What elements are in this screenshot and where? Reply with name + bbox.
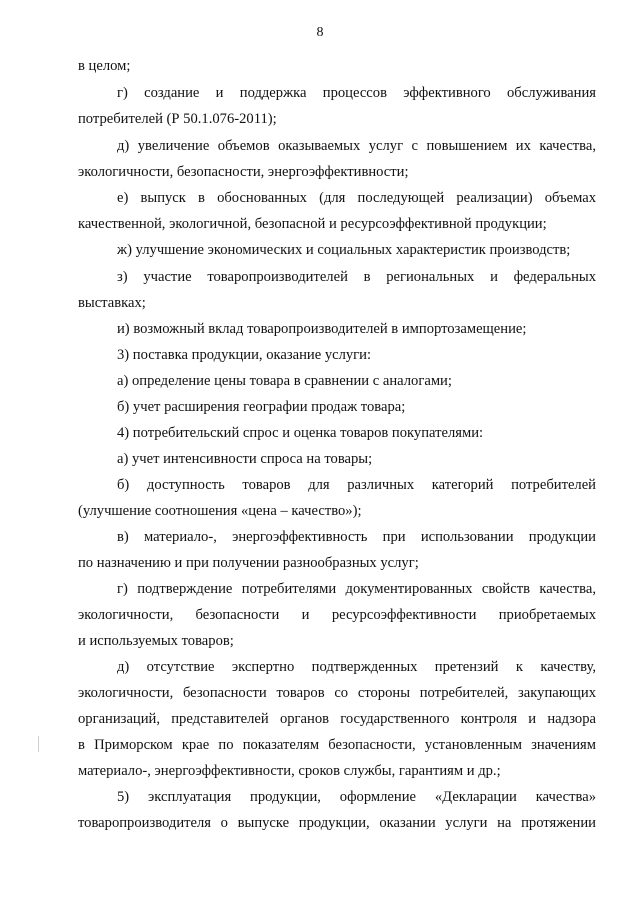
text-line: д) увеличение объемов оказываемых услуг с повышением их качества, bbox=[117, 138, 596, 154]
text-line: г) подтверждение потребителями документированных свойств качества, bbox=[117, 581, 596, 597]
text-line: материало-, энергоэффективности, сроков службы, гарантиям и др.; bbox=[78, 763, 501, 779]
text-line: б) доступность товаров для различных категорий потребителей bbox=[117, 477, 596, 493]
text-line: в целом; bbox=[78, 58, 131, 74]
text-line: 4) потребительский спрос и оценка товаров покупателями: bbox=[117, 425, 484, 441]
text-line: в) материало-, энергоэффективность при использовании продукции bbox=[117, 529, 596, 545]
text-line: товаропроизводителя о выпуске продукции, оказании услуги на протяжении bbox=[78, 815, 596, 831]
text-line: организаций, представителей органов государственного контроля и надзора bbox=[78, 711, 596, 727]
text-line: б) учет расширения географии продаж товара; bbox=[117, 399, 406, 415]
text-line: е) выпуск в обоснованных (для последующей реализации) объемах bbox=[117, 190, 596, 206]
text-line: экологичности, безопасности и ресурсоэффективности приобретаемых bbox=[78, 607, 596, 623]
text-line: а) учет интенсивности спроса на товары; bbox=[117, 451, 373, 467]
text-line: и используемых товаров; bbox=[78, 633, 234, 649]
text-line: выставках; bbox=[78, 295, 146, 311]
margin-scan-mark bbox=[38, 736, 39, 752]
text-line: потребителей (Р 50.1.076-2011); bbox=[78, 111, 277, 127]
text-line: 3) поставка продукции, оказание услуги: bbox=[117, 347, 372, 363]
text-line: экологичности, безопасности, энергоэффективности; bbox=[78, 164, 409, 180]
text-line: ж) улучшение экономических и социальных характеристик производств; bbox=[117, 242, 571, 258]
text-line: 5) эксплуатация продукции, оформление «Декларации качества» bbox=[117, 789, 596, 805]
text-line: г) создание и поддержка процессов эффективного обслуживания bbox=[117, 85, 596, 101]
text-line: экологичности, безопасности товаров со стороны потребителей, закупающих bbox=[78, 685, 596, 701]
page-number: 8 bbox=[316, 25, 324, 40]
text-line: и) возможный вклад товаропроизводителей в импортозамещение; bbox=[117, 321, 527, 337]
text-line: (улучшение соотношения «цена – качество»); bbox=[78, 503, 362, 519]
text-line: качественной, экологичной, безопасной и ресурсоэффективной продукции; bbox=[78, 216, 547, 232]
text-line: в Приморском крае по показателям безопасности, установленным значениям bbox=[78, 737, 596, 753]
text-line: а) определение цены товара в сравнении с аналогами; bbox=[117, 373, 452, 389]
text-line: д) отсутствие экспертно подтвержденных претензий к качеству, bbox=[117, 659, 596, 675]
text-line: по назначению и при получении разнообразных услуг; bbox=[78, 555, 419, 571]
text-line: з) участие товаропроизводителей в региональных и федеральных bbox=[117, 269, 596, 285]
